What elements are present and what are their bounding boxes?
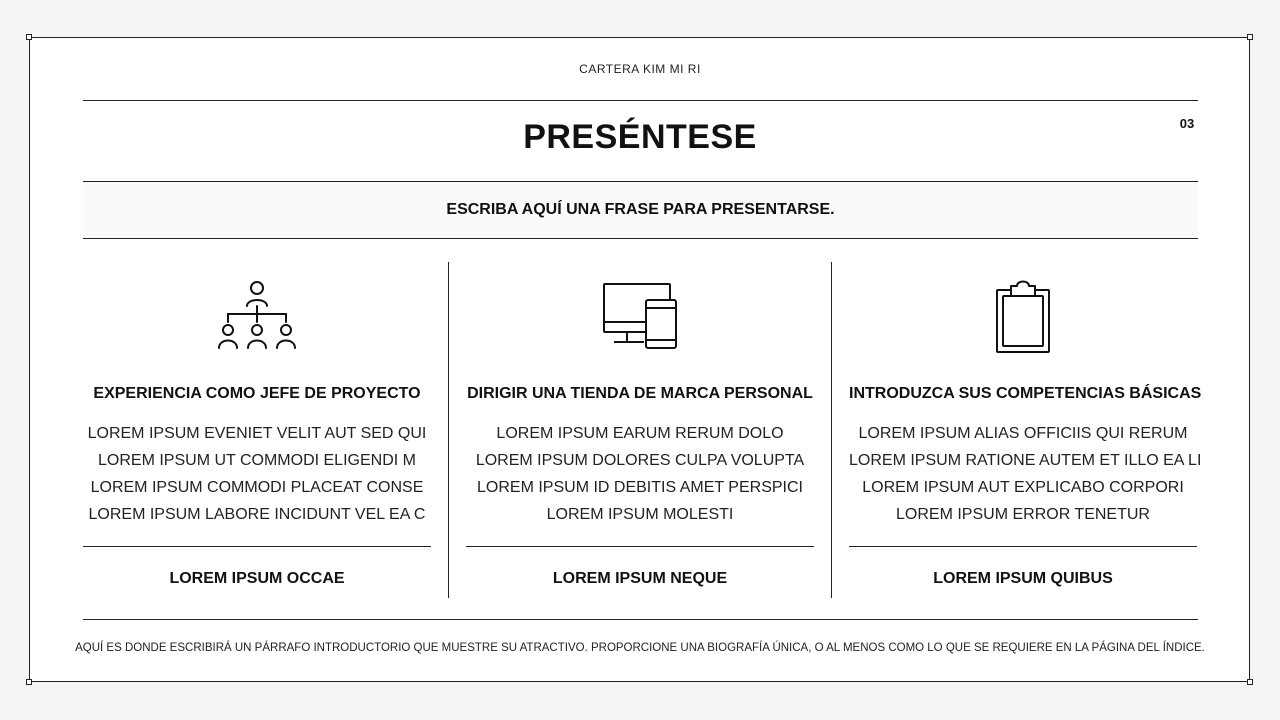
frame-corner-handle (1247, 34, 1253, 40)
column-body (849, 420, 1202, 528)
column-footer: LOREM IPSUM NEQUE (552, 570, 728, 587)
divider (83, 100, 1198, 101)
body-line: LOREM IPSUM MOLESTI (546, 506, 734, 523)
tagline-text: ESCRIBA AQUÍ UNA FRASE PARA PRESENTARSE. (446, 201, 835, 218)
body-line: LOREM IPSUM UT COMMODI ELIGENDI M (98, 452, 416, 469)
column-divider (849, 546, 1197, 547)
body-line: LOREM IPSUM LABORE INCIDUNT VEL EA C (88, 506, 426, 523)
intro-paragraph: AQUÍ ES DONDE ESCRIBIRÁ UN PÁRRAFO INTRODUCTORIO QUE MUESTRE SU ATRACTIVO. PROPORCIONE UNA BIOGRAFÍA ÚNICA, O AL MENOS COMO LO QUE SE REQUIERE EN LA PÁGINA DEL ÍNDICE. (75, 642, 1205, 654)
body-line: LOREM IPSUM ERROR TENETUR (896, 506, 1150, 523)
column-separator (448, 262, 449, 598)
devices-icon (466, 278, 814, 354)
clipboard-icon (849, 278, 1197, 354)
column-separator (831, 262, 832, 598)
column-heading: INTRODUZCA SUS COMPETENCIAS BÁSICAS (849, 385, 1202, 402)
page-title: PRESÉNTESE (523, 118, 757, 156)
divider (83, 238, 1198, 239)
column-divider (83, 546, 431, 547)
frame-corner-handle (1247, 679, 1253, 685)
column-footer: LOREM IPSUM OCCAE (169, 570, 345, 587)
frame-corner-handle (26, 679, 32, 685)
body-line: LOREM IPSUM DOLORES CULPA VOLUPTA (475, 452, 805, 469)
tagline (83, 182, 1198, 238)
column-footer: LOREM IPSUM QUIBUS (933, 570, 1113, 587)
body-line: LOREM IPSUM EARUM RERUM DOLO (496, 425, 784, 442)
brand-label: CARTERA KIM MI RI (579, 62, 701, 76)
body-line: LOREM IPSUM ID DEBITIS AMET PERSPICI (477, 479, 803, 496)
column-personal-brand (466, 262, 814, 598)
column-heading: DIRIGIR UNA TIENDA DE MARCA PERSONAL (467, 385, 813, 402)
frame-corner-handle (26, 34, 32, 40)
column-body (466, 420, 814, 528)
body-line: LOREM IPSUM COMMODI PLACEAT CONSE (90, 479, 424, 496)
org-chart-icon (83, 278, 431, 354)
body-line: LOREM IPSUM EVENIET VELIT AUT SED QUI (87, 425, 427, 442)
page-number: 03 (1179, 116, 1195, 131)
body-line: LOREM IPSUM AUT EXPLICABO CORPORI (862, 479, 1184, 496)
column-body (83, 420, 431, 528)
body-line: LOREM IPSUM RATIONE AUTEM ET ILLO EA LI (849, 452, 1202, 469)
body-line: LOREM IPSUM ALIAS OFFICIIS QUI RERUM (858, 425, 1188, 442)
column-core-skills (849, 262, 1202, 598)
column-project-lead (83, 262, 431, 598)
divider (83, 619, 1198, 620)
column-heading: EXPERIENCIA COMO JEFE DE PROYECTO (93, 385, 421, 402)
column-divider (466, 546, 814, 547)
